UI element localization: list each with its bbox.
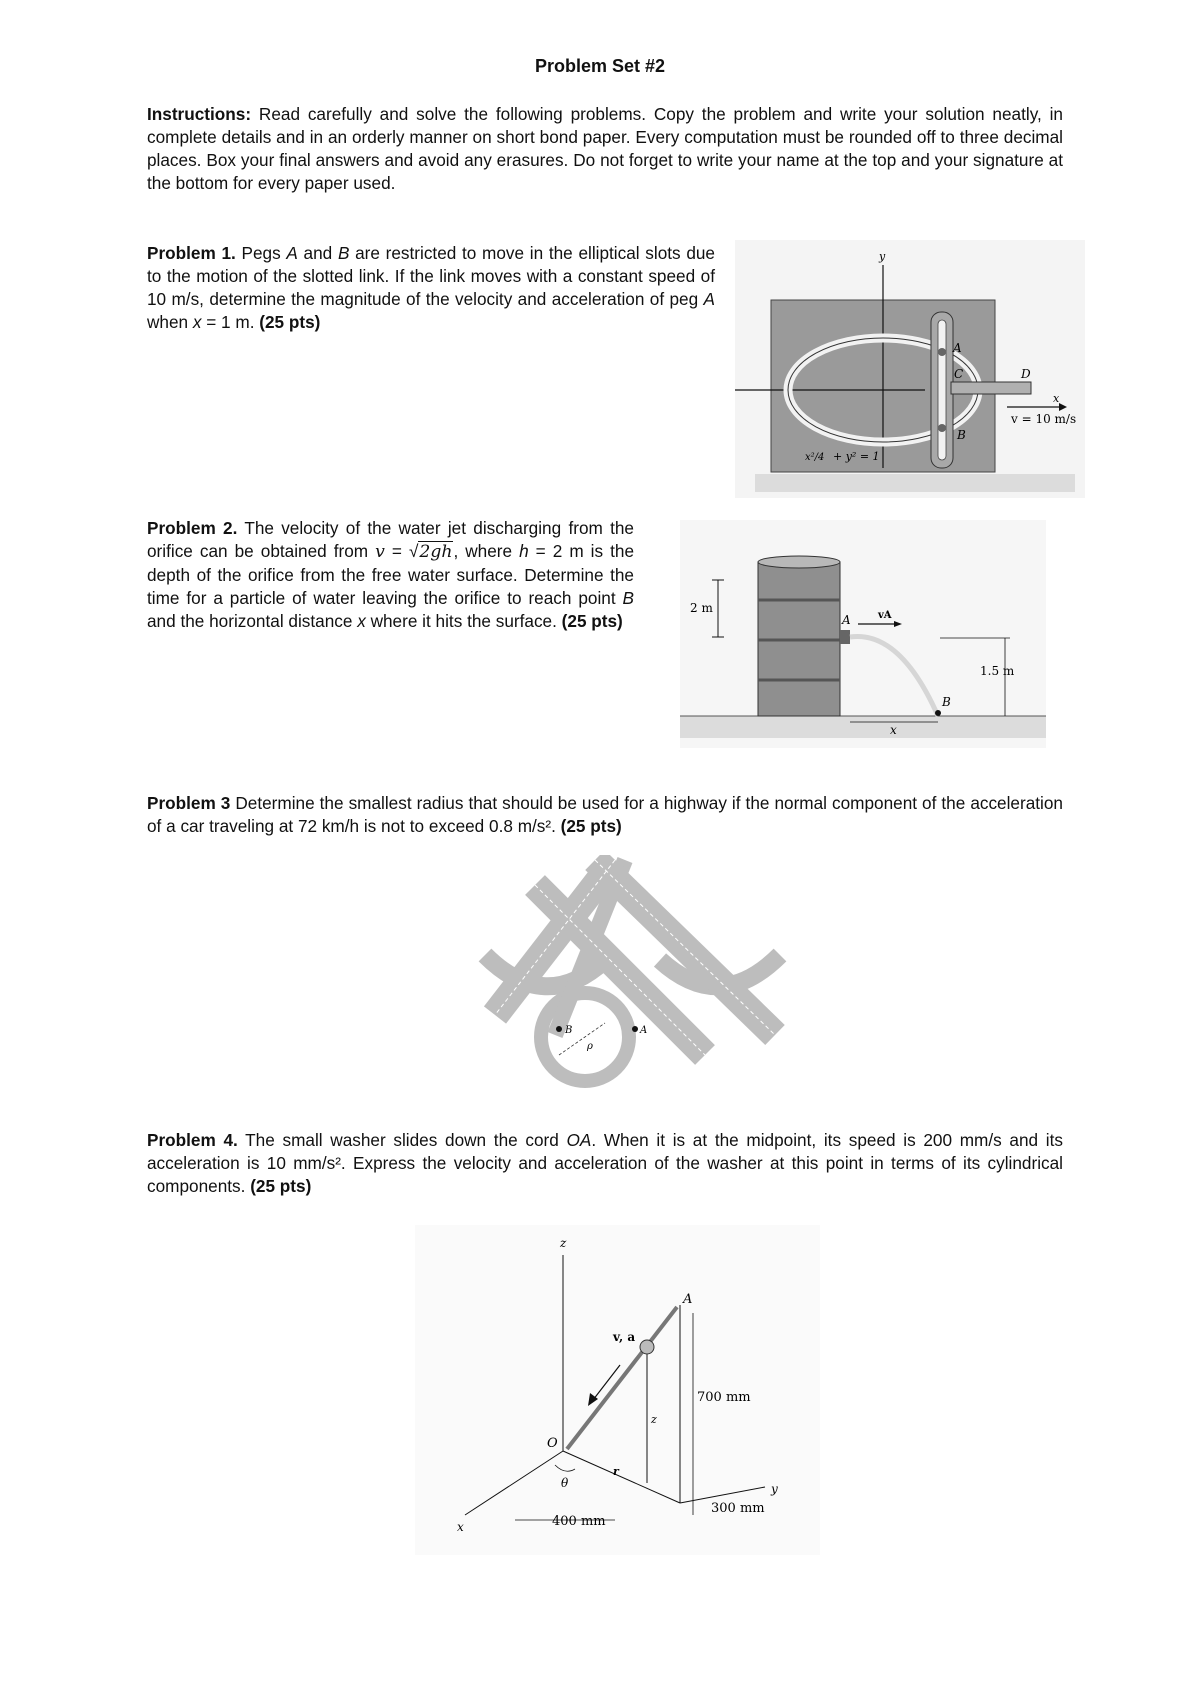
page-title: Problem Set #2 (534, 56, 666, 76)
problem-1-label: Problem 1. (147, 243, 236, 263)
problem-1-x-axis-label: x (1053, 392, 1060, 405)
problem-1-points: (25 pts) (259, 312, 321, 332)
problem-3-label-b: B (565, 1025, 573, 1036)
problem-1-run: are restricted to move in the elliptical slots due to the motion of the slotted link. If the link moves with a constant speed of 10 m/s, determine the magnitude of the velocity and acceleration of peg (147, 243, 715, 309)
problem-2-figure (680, 520, 1046, 748)
problem-2-label-b: B (942, 695, 951, 709)
instructions-label: Instructions: (147, 104, 252, 124)
problem-1-label-b: B (957, 428, 966, 442)
problem-4-label-z: z (651, 1413, 657, 1426)
problem-4-x-axis-label: x (457, 1520, 464, 1534)
problem-2-var-v: v (375, 542, 385, 562)
problem-1-run: when (147, 312, 193, 332)
instructions-text: Read carefully and solve the following problems. Copy the problem and write your solution neatly, in complete details and in an orderly manner on short bond paper. Every computation must be rounded off to three decimal places. Box your final answers and avoid any erasures. Do not forget to write your name at the top and your signature at the bottom for every paper used. (147, 104, 1063, 193)
problem-2-var-b: B (622, 588, 634, 608)
problem-2-text: Problem 2. The velocity of the water jet discharging from the orifice can be obtained from v = √2gh, where h = 2 m is the depth of the orifice from the free water surface. Determine the time for a particle of water leaving the orifice to reach point B and the horizontal distance x where it hits the surface. (25 pts) (147, 518, 635, 631)
problem-2-run: and the horizontal distance (147, 611, 358, 631)
problem-1-figure (735, 240, 1085, 498)
problem-4-text (147, 1129, 1063, 1198)
problem-2-label-va: vA (878, 610, 892, 621)
problem-1-label-d: D (1021, 367, 1031, 381)
problem-1-text (147, 242, 715, 334)
problem-1-run: and (297, 243, 338, 263)
problem-1-var-a: A (703, 289, 715, 309)
problem-4-label-r: r (613, 1465, 619, 1478)
problem-1-var-x: x (192, 312, 202, 332)
problem-2-height-label: 1.5 m (980, 664, 1015, 678)
problem-1-label-c: C (954, 367, 964, 381)
problem-2-sqrt: 2gh (419, 542, 453, 562)
problem-1-var-b: B (337, 243, 350, 263)
problem-2-label-x: x (890, 723, 897, 737)
problem-4-label-a: A (683, 1292, 693, 1307)
problem-4-var-oa: OA (566, 1130, 592, 1150)
problem-1-run: Pegs (235, 243, 287, 263)
problem-4-run: The small washer slides down the cord (237, 1130, 567, 1150)
problem-2-points: (25 pts) (561, 611, 623, 631)
problem-3-text (147, 792, 1063, 838)
problem-4-y-axis-label: y (771, 1482, 778, 1496)
problem-4-label-theta: θ (561, 1476, 569, 1490)
instructions-paragraph (147, 103, 1063, 195)
problem-1-run: = 1 m. (201, 312, 260, 332)
problem-2-run: The velocity of the water jet discharging from the orifice can be obtained from (147, 518, 634, 561)
problem-4-z-axis-label: z (560, 1236, 567, 1250)
problem-3-points: (25 pts) (555, 816, 622, 836)
problem-2-run: = 2 m is the depth of the orifice from the free water surface. Determine the time for a particle of water leaving the orifice to reach point (147, 541, 635, 608)
problem-4-dim-700: 700 mm (697, 1390, 751, 1405)
problem-2-var-x: x (357, 611, 366, 631)
problem-2-label: Problem 2. (147, 518, 238, 538)
problem-1-equation-left: x²/4 (805, 452, 825, 463)
problem-1-label-a: A (953, 341, 962, 355)
problem-3-label-rho: ρ (587, 1041, 593, 1052)
problem-4-label-va: v, a (613, 1330, 636, 1344)
problem-3-figure (475, 855, 790, 1093)
problem-2-depth-label: 2 m (690, 601, 713, 615)
problem-4-run: . When it is at the midpoint, its speed is 200 mm/s and its acceleration is 10 mm/s². Express the velocity and acceleration of the washer at this point in terms of its cylindrical components. (147, 1130, 1063, 1196)
problem-2-run: = (384, 541, 409, 561)
problem-1-velocity-label: v = 10 m/s (1011, 412, 1077, 426)
problem-2-run: , where (453, 541, 520, 561)
problem-1-y-axis-label: y (879, 250, 886, 263)
problem-4-dim-400: 400 mm (552, 1514, 606, 1529)
problem-4-points: (25 pts) (250, 1176, 312, 1196)
problem-2-label-a: A (842, 613, 851, 627)
problem-3-run: Determine the smallest radius that should be used for a highway if the normal component of the acceleration of a car traveling at 72 km/h is not to exceed 0.8 m/s². (147, 793, 1063, 836)
problem-2-run: where it hits the surface. (365, 611, 562, 631)
problem-4-label: Problem 4. (147, 1130, 238, 1150)
problem-4-dim-300: 300 mm (711, 1501, 765, 1516)
problem-1-equation-right: + y² = 1 (833, 450, 880, 463)
problem-3-label-a: A (640, 1025, 648, 1036)
problem-4-figure (415, 1225, 820, 1555)
problem-3-label: Problem 3 (147, 793, 231, 813)
problem-1-var-a: A (286, 243, 298, 263)
problem-2-var-h: h (519, 541, 529, 561)
problem-4-label-o: O (547, 1436, 558, 1451)
